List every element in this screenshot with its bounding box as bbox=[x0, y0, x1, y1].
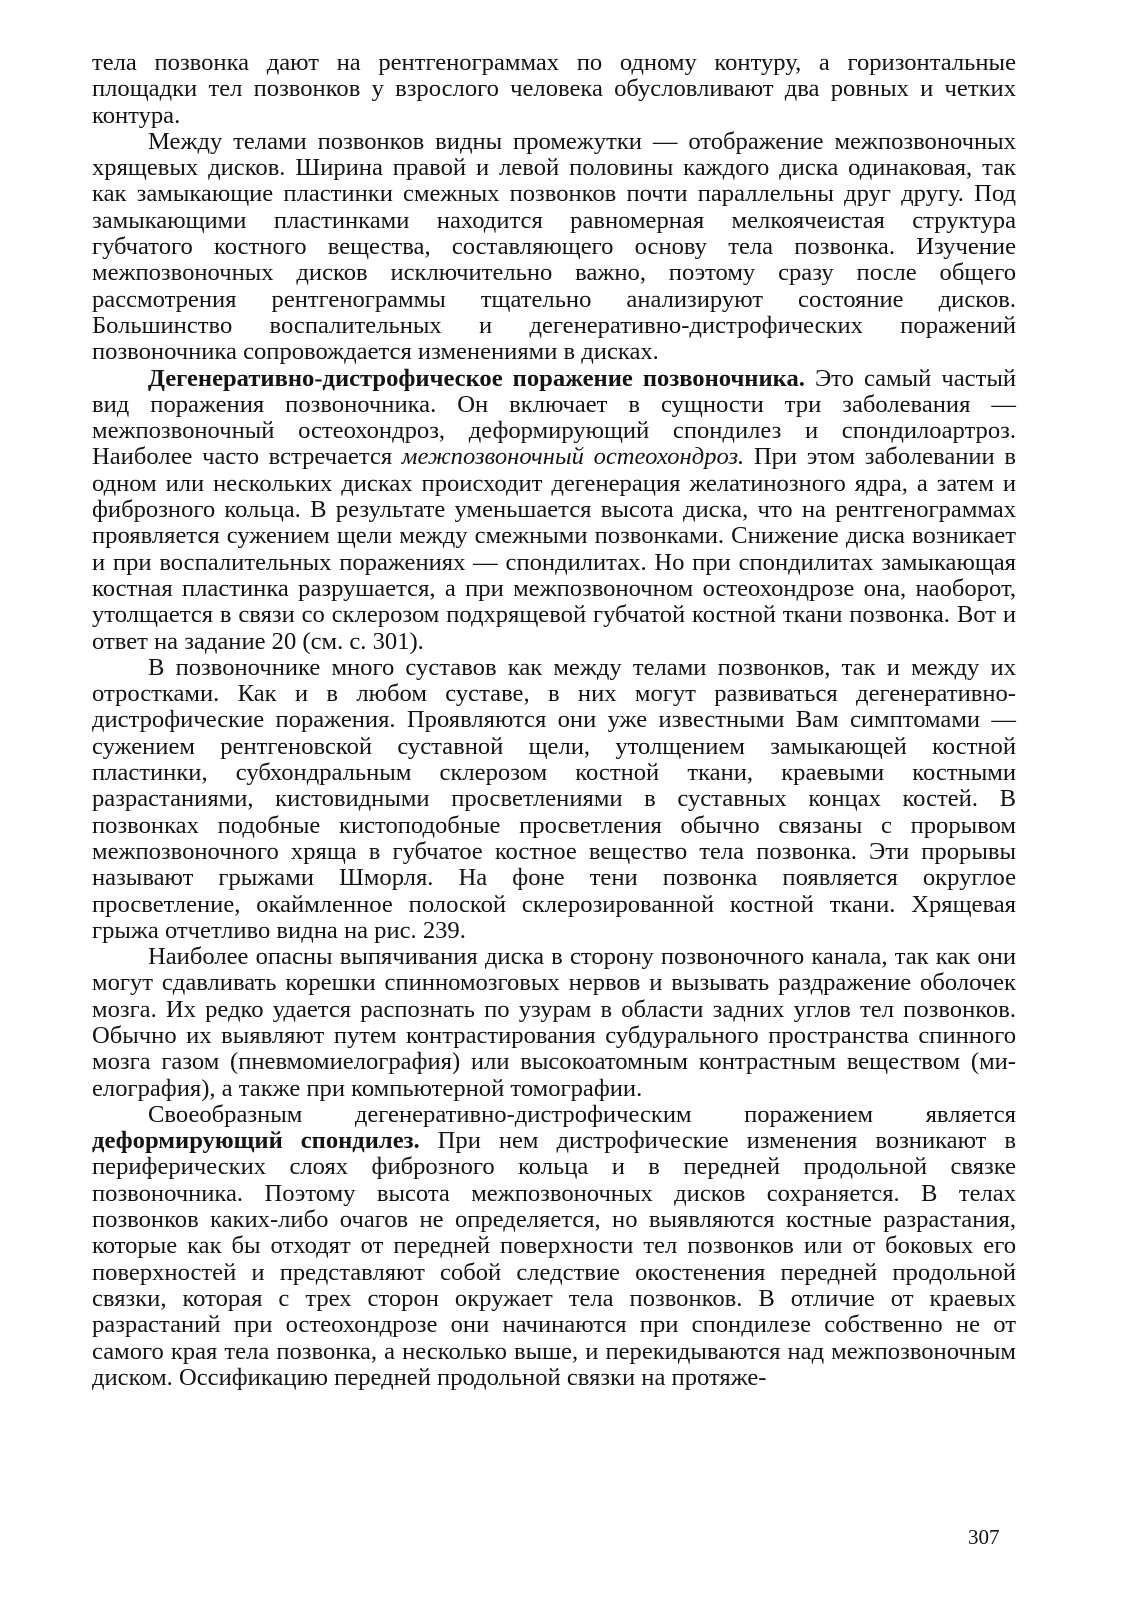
page-body bbox=[92, 50, 1016, 1391]
text-run: При этом заболевании в одном или нескольких дисках происходит дегенерация желатинозного ядра, а затем и фиброзного кольца. В результате уменьшается высота диска, что на рентгенограммах проявляется сужением щели между смежными позвонками. Снижение диска возникает и при воспалительных поражениях — спондилитах. Но при спондилитах замыкающая костная пластинка разрушается, а при межпозвоночном остеохондрозе она, наоборот, утолщается в связи со склерозом подхрящевой губчатой костной ткани позвонка. Вот и ответ на задание 20 (см. с. 301). bbox=[92, 443, 1016, 655]
text-run: Между телами позвонков видны промежутки — отображение межпозвоночных хрящевых дисков. Ширина правой и левой половины каждого диска одинаковая, так как замыкающие пластинки смежных позвонков почти параллельны друг другу. Под замыкающими пластинками находится равномерная мелкоячеистая структура губчатого костного вещества, составляющего основу тела позвонка. Изучение межпозвоночных дисков исключительно важно, поэтому сразу после общего рассмотрения рентгенограммы тщательно анализируют состояние дисков. Большинство воспалительных и дегенеративно-дистрофических поражений позвоночника сопровождается изменениями в дисках. bbox=[92, 127, 1016, 366]
bold-heading: деформирующий спондилез. bbox=[92, 1127, 420, 1155]
bold-heading: Дегенеративно-дистрофическое поражение позвоночника. bbox=[148, 364, 805, 392]
paragraph bbox=[92, 366, 1016, 655]
italic-term: межпозвоночный остеохондроз. bbox=[401, 443, 745, 471]
paragraph bbox=[92, 129, 1016, 366]
paragraph bbox=[92, 1102, 1016, 1391]
paragraph bbox=[92, 655, 1016, 944]
text-run: тела позвонка дают на рентгенограммах по одному контуру, а горизонтальные площадки тел позвонков у взрослого человека обусловливают два ровных и четких контура. bbox=[92, 49, 1016, 129]
paragraph bbox=[92, 944, 1016, 1102]
paragraph bbox=[92, 50, 1016, 129]
text-run: В позвоночнике много суставов как между телами позвонков, так и между их отростками. Как и в любом суставе, в них могут развиваться дегенеративно-дистрофические поражения. Проявляются они уже известными Вам симптомами — сужением рентгеновской суставной щели, утолщением замыкающей костной пластинки, субхондральным склерозом костной ткани, краевыми костными разрастаниями, кистовидными просветлениями в суставных концах костей. В позвонках подобные кистоподобные просветления обычно связаны с прорывом межпозвоночного хряща в губчатое костное вещество тела позвонка. Эти прорывы называют грыжами Шморля. На фоне тени позвонка появляется округлое просветление, окаймленное полоской склерозированной костной ткани. Хрящевая грыжа отчетливо видна на рис. 239. bbox=[92, 653, 1016, 944]
text-run: При нем дистрофические изменения возникают в периферических слоях фиброзного кольца и в передней продольной связке позвоночника. Поэтому высота межпозвоночных дисков сохраняется. В телах позвонков каких-либо очагов не определяется, но выявляются костные разрастания, которые как бы отходят от передней поверхности тел позвонков или от боковых его поверхностей и представляют собой следствие окостенения передней продольной связки, которая с трех сторон окружает тела позвонков. В отличие от краевых разрастаний при остеохондрозе они начинаются при спондилезе собственно не от самого края тела позвонка, а несколько выше, и перекидываются над межпозвоночным диском. Оссификацию передней продольной связки на протяже- bbox=[92, 1127, 1016, 1391]
text-run: Наиболее опасны выпячивания диска в сторону позвоночного канала, так как они могут сдавливать корешки спинномозговых нервов и вызывать раздражение оболочек мозга. Их редко удается распознать по узурам в области задних углов тел позвонков. Обычно их выявляют путем контрастирования субдурального пространства спинного мозга газом (пневмомиелография) или высокоатомным контрастным веществом (миелография), а также при компьютерной томографии. bbox=[92, 943, 1016, 1102]
page-number: 307 bbox=[968, 1525, 1000, 1549]
text-run: Это самый частый вид поражения позвоночника. Он включает в сущности три заболевания — межпозвоночный остеохондроз, деформирующий спондилез и спондилоартроз. Наиболее часто встречается bbox=[92, 364, 1017, 471]
text-run: Своеобразным дегенеративно-дистрофическим поражением является bbox=[148, 1100, 1016, 1128]
